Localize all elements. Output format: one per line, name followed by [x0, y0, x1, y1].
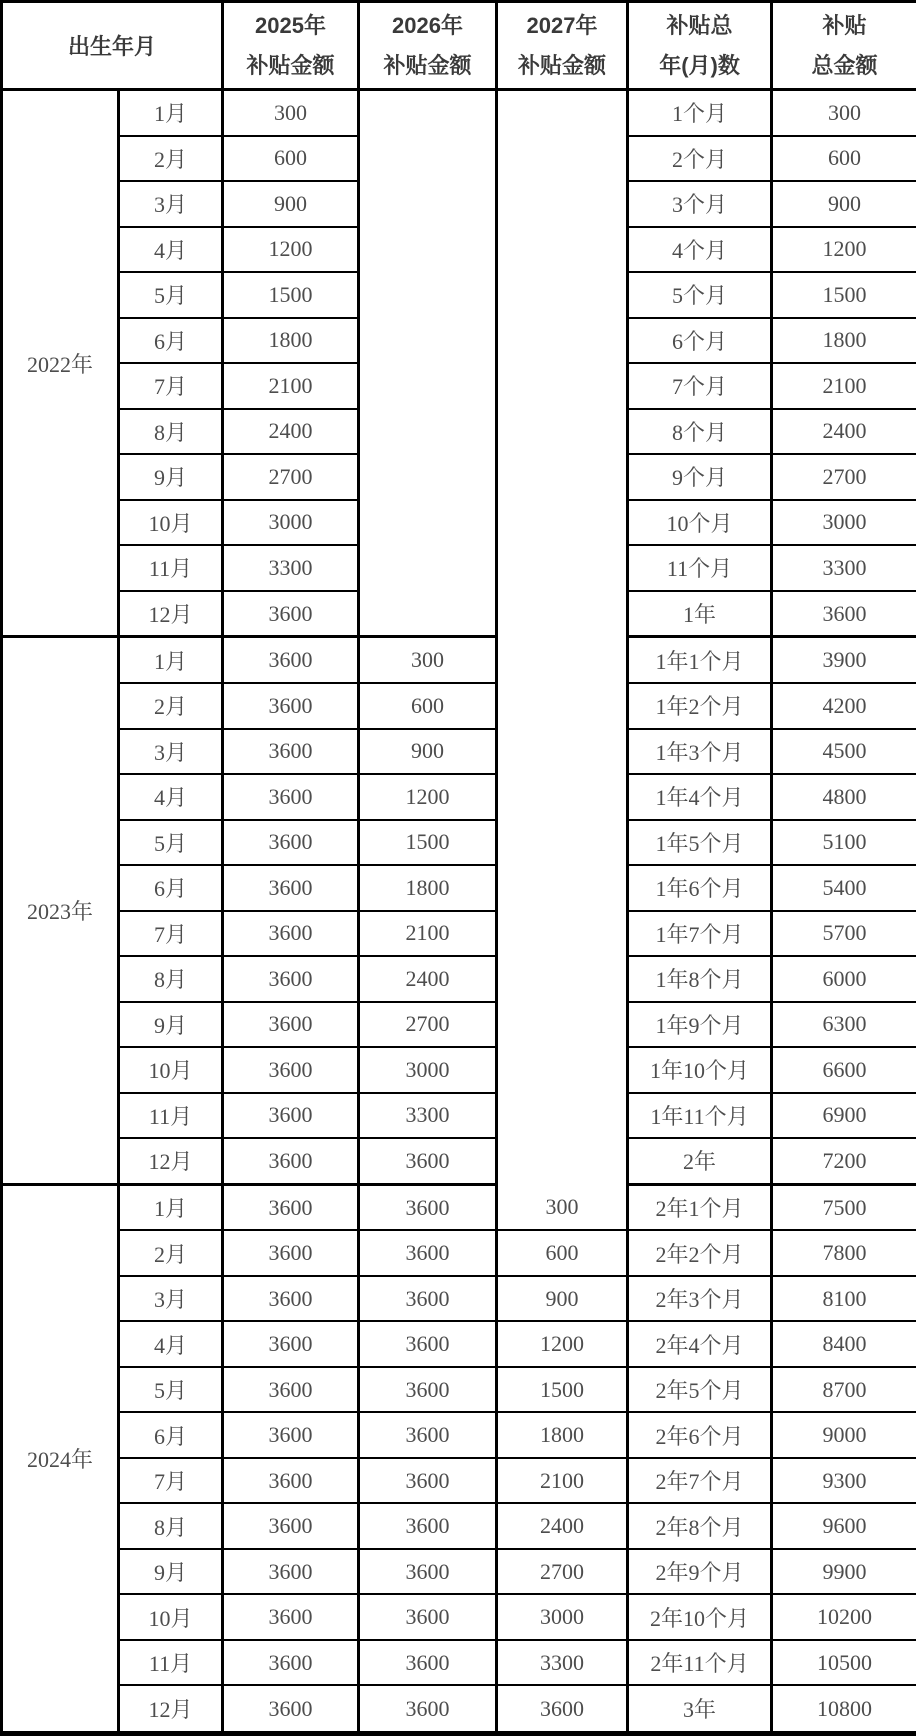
header-2027-amount — [497, 2, 628, 90]
amount-2025-cell: 3600 — [223, 683, 359, 729]
year-cell: 2022年 — [2, 90, 119, 637]
table-row — [2, 1458, 916, 1504]
month-cell: 12月 — [119, 591, 223, 637]
month-cell: 10月 — [119, 1047, 223, 1093]
amount-2025-cell: 1500 — [223, 272, 359, 318]
month-cell: 11月 — [119, 545, 223, 591]
duration-cell: 3年 — [628, 1685, 772, 1733]
total-amount-cell: 7800 — [772, 1230, 916, 1276]
header-total-line1: 补贴 — [822, 12, 867, 38]
amount-2027-cell: 3600 — [497, 1685, 628, 1733]
month-cell: 3月 — [119, 729, 223, 775]
table-row — [2, 1184, 916, 1230]
month-cell: 7月 — [119, 363, 223, 409]
month-cell: 5月 — [119, 820, 223, 866]
duration-cell: 3个月 — [628, 181, 772, 227]
amount-2025-cell: 1200 — [223, 227, 359, 273]
month-cell: 3月 — [119, 181, 223, 227]
table-row — [2, 911, 916, 957]
month-cell: 6月 — [119, 865, 223, 911]
total-amount-cell: 10500 — [772, 1640, 916, 1686]
month-cell: 5月 — [119, 1367, 223, 1413]
duration-cell: 2年3个月 — [628, 1276, 772, 1322]
month-cell: 1月 — [119, 637, 223, 683]
duration-cell: 2年5个月 — [628, 1367, 772, 1413]
total-amount-cell: 10800 — [772, 1685, 916, 1733]
amount-2027-cell: 300 — [497, 1184, 628, 1230]
duration-cell: 2年2个月 — [628, 1230, 772, 1276]
duration-cell: 2年 — [628, 1138, 772, 1184]
table-row — [2, 1276, 916, 1322]
month-cell: 7月 — [119, 911, 223, 957]
duration-cell: 4个月 — [628, 227, 772, 273]
amount-2027-empty-cell — [497, 90, 628, 1185]
amount-2025-cell: 3600 — [223, 591, 359, 637]
table-row — [2, 729, 916, 775]
duration-cell: 6个月 — [628, 318, 772, 364]
total-amount-cell: 5100 — [772, 820, 916, 866]
duration-cell: 1年7个月 — [628, 911, 772, 957]
amount-2025-cell: 900 — [223, 181, 359, 227]
amount-2025-cell: 3600 — [223, 1230, 359, 1276]
header-2027-line2: 补贴金额 — [518, 52, 607, 78]
total-amount-cell: 8400 — [772, 1321, 916, 1367]
amount-2025-cell: 3000 — [223, 500, 359, 546]
amount-2025-cell: 3600 — [223, 1321, 359, 1367]
total-amount-cell: 4200 — [772, 683, 916, 729]
amount-2025-cell: 3600 — [223, 1138, 359, 1184]
amount-2025-cell: 3600 — [223, 1047, 359, 1093]
total-amount-cell: 4500 — [772, 729, 916, 775]
duration-cell: 2年9个月 — [628, 1549, 772, 1595]
amount-2026-cell: 3600 — [359, 1685, 497, 1733]
total-amount-cell: 5400 — [772, 865, 916, 911]
total-amount-cell: 7500 — [772, 1184, 916, 1230]
total-amount-cell: 9900 — [772, 1549, 916, 1595]
amount-2026-cell: 300 — [359, 637, 497, 683]
total-amount-cell: 6000 — [772, 956, 916, 1002]
table-row — [2, 1640, 916, 1686]
amount-2026-cell: 3600 — [359, 1230, 497, 1276]
amount-2025-cell: 2400 — [223, 409, 359, 455]
total-amount-cell: 7200 — [772, 1138, 916, 1184]
header-2026-amount — [359, 2, 497, 90]
total-amount-cell: 3900 — [772, 637, 916, 683]
month-cell: 9月 — [119, 454, 223, 500]
header-2025-line1: 2025年 — [255, 12, 326, 38]
amount-2025-cell: 3600 — [223, 1367, 359, 1413]
amount-2025-cell: 3600 — [223, 956, 359, 1002]
duration-cell: 2年1个月 — [628, 1184, 772, 1230]
amount-2025-cell: 3600 — [223, 729, 359, 775]
year-cell: 2024年 — [2, 1184, 119, 1733]
amount-2026-cell: 2400 — [359, 956, 497, 1002]
header-2026-line2: 补贴金额 — [383, 52, 472, 78]
header-2027-line1: 2027年 — [526, 12, 598, 38]
total-amount-cell: 9000 — [772, 1412, 916, 1458]
month-cell: 8月 — [119, 409, 223, 455]
amount-2026-cell: 3600 — [359, 1458, 497, 1504]
table-row — [2, 637, 916, 683]
duration-cell: 2个月 — [628, 136, 772, 182]
amount-2026-cell: 3600 — [359, 1412, 497, 1458]
table-row — [2, 865, 916, 911]
duration-cell: 1年11个月 — [628, 1093, 772, 1139]
month-cell: 8月 — [119, 956, 223, 1002]
table-header — [2, 2, 916, 90]
duration-cell: 1年8个月 — [628, 956, 772, 1002]
amount-2026-cell: 3600 — [359, 1549, 497, 1595]
table-row — [2, 1138, 916, 1184]
total-amount-cell: 5700 — [772, 911, 916, 957]
amount-2027-cell: 2700 — [497, 1549, 628, 1595]
month-cell: 7月 — [119, 1458, 223, 1504]
amount-2027-cell: 1500 — [497, 1367, 628, 1413]
month-cell: 9月 — [119, 1002, 223, 1048]
total-amount-cell: 6900 — [772, 1093, 916, 1139]
total-amount-cell: 600 — [772, 136, 916, 182]
table-row — [2, 1093, 916, 1139]
total-amount-cell: 3000 — [772, 500, 916, 546]
table-row — [2, 683, 916, 729]
amount-2026-empty-cell — [359, 90, 497, 637]
header-row — [2, 2, 916, 90]
amount-2026-cell: 1800 — [359, 865, 497, 911]
total-amount-cell: 2700 — [772, 454, 916, 500]
table-row — [2, 1321, 916, 1367]
header-birth-label: 出生年月 — [68, 34, 157, 59]
table-row — [2, 820, 916, 866]
amount-2025-cell: 2700 — [223, 454, 359, 500]
amount-2026-cell: 900 — [359, 729, 497, 775]
header-2025-line2: 补贴金额 — [246, 52, 335, 78]
amount-2026-cell: 2700 — [359, 1002, 497, 1048]
duration-cell: 2年4个月 — [628, 1321, 772, 1367]
month-cell: 6月 — [119, 1412, 223, 1458]
month-cell: 10月 — [119, 1594, 223, 1640]
amount-2025-cell: 3600 — [223, 1640, 359, 1686]
duration-cell: 1年10个月 — [628, 1047, 772, 1093]
amount-2027-cell: 2100 — [497, 1458, 628, 1504]
total-amount-cell: 9300 — [772, 1458, 916, 1504]
amount-2027-cell: 900 — [497, 1276, 628, 1322]
amount-2027-cell: 2400 — [497, 1503, 628, 1549]
table-row — [2, 90, 916, 136]
total-amount-cell: 2400 — [772, 409, 916, 455]
amount-2026-cell: 3600 — [359, 1640, 497, 1686]
total-amount-cell: 6600 — [772, 1047, 916, 1093]
total-amount-cell: 3600 — [772, 591, 916, 637]
header-2025-amount — [223, 2, 359, 90]
amount-2025-cell: 3600 — [223, 1276, 359, 1322]
amount-2025-cell: 3600 — [223, 1093, 359, 1139]
amount-2026-cell: 3600 — [359, 1594, 497, 1640]
header-birth-yearmonth — [2, 2, 223, 90]
month-cell: 4月 — [119, 774, 223, 820]
table-row — [2, 1594, 916, 1640]
table-row — [2, 1685, 916, 1733]
month-cell: 3月 — [119, 1276, 223, 1322]
amount-2025-cell: 3600 — [223, 1503, 359, 1549]
amount-2025-cell: 3600 — [223, 1685, 359, 1733]
month-cell: 5月 — [119, 272, 223, 318]
total-amount-cell: 3300 — [772, 545, 916, 591]
duration-cell: 2年7个月 — [628, 1458, 772, 1504]
amount-2026-cell: 3600 — [359, 1184, 497, 1230]
month-cell: 9月 — [119, 1549, 223, 1595]
amount-2025-cell: 3600 — [223, 1549, 359, 1595]
amount-2026-cell: 3600 — [359, 1138, 497, 1184]
duration-cell: 1年1个月 — [628, 637, 772, 683]
total-amount-cell: 1800 — [772, 318, 916, 364]
amount-2027-cell: 1200 — [497, 1321, 628, 1367]
month-cell: 4月 — [119, 227, 223, 273]
month-cell: 1月 — [119, 90, 223, 136]
duration-cell: 1年6个月 — [628, 865, 772, 911]
amount-2026-cell: 3000 — [359, 1047, 497, 1093]
duration-cell: 10个月 — [628, 500, 772, 546]
duration-cell: 2年11个月 — [628, 1640, 772, 1686]
amount-2026-cell: 3300 — [359, 1093, 497, 1139]
amount-2027-cell: 3300 — [497, 1640, 628, 1686]
amount-2025-cell: 2100 — [223, 363, 359, 409]
month-cell: 2月 — [119, 683, 223, 729]
duration-cell: 1个月 — [628, 90, 772, 136]
amount-2025-cell: 3300 — [223, 545, 359, 591]
year-cell: 2023年 — [2, 637, 119, 1184]
total-amount-cell: 8700 — [772, 1367, 916, 1413]
amount-2026-cell: 3600 — [359, 1503, 497, 1549]
header-total-duration — [628, 2, 772, 90]
amount-2025-cell: 3600 — [223, 774, 359, 820]
amount-2027-cell: 1800 — [497, 1412, 628, 1458]
header-total-line2: 总金额 — [811, 52, 878, 78]
total-amount-cell: 2100 — [772, 363, 916, 409]
amount-2025-cell: 3600 — [223, 1412, 359, 1458]
amount-2026-cell: 2100 — [359, 911, 497, 957]
total-amount-cell: 1500 — [772, 272, 916, 318]
header-duration-line2: 年(月)数 — [659, 52, 740, 78]
amount-2027-cell: 600 — [497, 1230, 628, 1276]
total-amount-cell: 900 — [772, 181, 916, 227]
duration-cell: 8个月 — [628, 409, 772, 455]
amount-2027-cell: 3000 — [497, 1594, 628, 1640]
duration-cell: 1年 — [628, 591, 772, 637]
duration-cell: 1年9个月 — [628, 1002, 772, 1048]
duration-cell: 1年4个月 — [628, 774, 772, 820]
duration-cell: 1年5个月 — [628, 820, 772, 866]
amount-2026-cell: 3600 — [359, 1367, 497, 1413]
month-cell: 12月 — [119, 1138, 223, 1184]
month-cell: 6月 — [119, 318, 223, 364]
total-amount-cell: 300 — [772, 90, 916, 136]
table-row — [2, 774, 916, 820]
total-amount-cell: 1200 — [772, 227, 916, 273]
amount-2025-cell: 3600 — [223, 865, 359, 911]
amount-2026-cell: 1200 — [359, 774, 497, 820]
amount-2025-cell: 3600 — [223, 1184, 359, 1230]
amount-2025-cell: 1800 — [223, 318, 359, 364]
table-row — [2, 1503, 916, 1549]
table-row — [2, 1367, 916, 1413]
month-cell: 10月 — [119, 500, 223, 546]
total-amount-cell: 8100 — [772, 1276, 916, 1322]
month-cell: 11月 — [119, 1093, 223, 1139]
duration-cell: 7个月 — [628, 363, 772, 409]
month-cell: 12月 — [119, 1685, 223, 1733]
month-cell: 2月 — [119, 136, 223, 182]
month-cell: 8月 — [119, 1503, 223, 1549]
amount-2026-cell: 3600 — [359, 1276, 497, 1322]
duration-cell: 11个月 — [628, 545, 772, 591]
amount-2025-cell: 600 — [223, 136, 359, 182]
month-cell: 1月 — [119, 1184, 223, 1230]
month-cell: 11月 — [119, 1640, 223, 1686]
amount-2025-cell: 300 — [223, 90, 359, 136]
duration-cell: 2年6个月 — [628, 1412, 772, 1458]
table-row — [2, 1412, 916, 1458]
amount-2025-cell: 3600 — [223, 1458, 359, 1504]
duration-cell: 2年8个月 — [628, 1503, 772, 1549]
amount-2025-cell: 3600 — [223, 637, 359, 683]
table-row — [2, 1047, 916, 1093]
duration-cell: 2年10个月 — [628, 1594, 772, 1640]
amount-2025-cell: 3600 — [223, 911, 359, 957]
duration-cell: 1年3个月 — [628, 729, 772, 775]
total-amount-cell: 4800 — [772, 774, 916, 820]
header-2026-line1: 2026年 — [392, 12, 463, 38]
month-cell: 4月 — [119, 1321, 223, 1367]
duration-cell: 1年2个月 — [628, 683, 772, 729]
table-row — [2, 956, 916, 1002]
amount-2025-cell: 3600 — [223, 1594, 359, 1640]
duration-cell: 5个月 — [628, 272, 772, 318]
header-duration-line1: 补贴总 — [666, 12, 733, 38]
duration-cell: 9个月 — [628, 454, 772, 500]
table-row — [2, 1549, 916, 1595]
table-row — [2, 1230, 916, 1276]
table-body — [2, 90, 916, 1734]
amount-2026-cell: 600 — [359, 683, 497, 729]
total-amount-cell: 10200 — [772, 1594, 916, 1640]
amount-2025-cell: 3600 — [223, 820, 359, 866]
total-amount-cell: 9600 — [772, 1503, 916, 1549]
header-total-amount — [772, 2, 916, 90]
amount-2026-cell: 1500 — [359, 820, 497, 866]
total-amount-cell: 6300 — [772, 1002, 916, 1048]
month-cell: 2月 — [119, 1230, 223, 1276]
table-row — [2, 1002, 916, 1048]
amount-2025-cell: 3600 — [223, 1002, 359, 1048]
amount-2026-cell: 3600 — [359, 1321, 497, 1367]
